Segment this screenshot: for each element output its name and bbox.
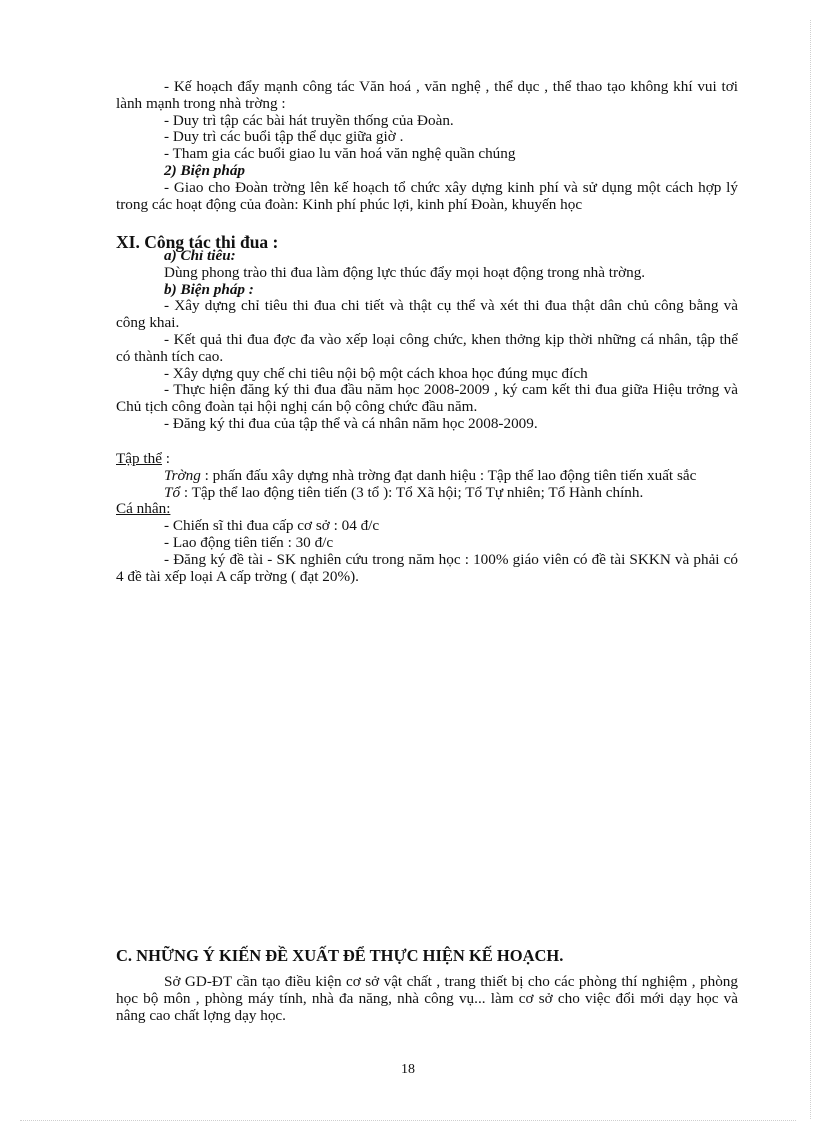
text-line: - Xây dựng quy chế chi tiêu nội bộ một cách khoa học đúng mục đích <box>164 364 588 382</box>
text-line: - Chiến sĩ thi đua cấp cơ sở : 04 đ/c <box>164 517 380 535</box>
text-line: - Tham gia các buổi giao lu văn hoá văn nghệ quần chúng <box>164 145 516 163</box>
to-text: : Tập thể lao động tiên tiến (3 tổ ): Tổ Xã hội; Tổ Tự nhiên; Tổ Hành chính. <box>180 483 644 501</box>
to-line <box>116 485 738 502</box>
page-number: 18 <box>401 1062 415 1077</box>
text-line: - Đăng ký thi đua của tập thể và cá nhân năm học 2008-2009. <box>164 414 538 432</box>
text-line: b) Biện pháp : <box>164 280 254 298</box>
text-line: - Duy trì tập các bài hát truyền thống của Đoàn. <box>164 111 454 129</box>
text-line: - Đăng ký đề tài - SK nghiên cứu trong năm học : 100% giáo viên có đề tài SKKN và phải có 4 đề tài xếp loại A cấp trờng ( đạt 20%). <box>116 550 738 585</box>
section-proposals <box>116 946 738 1024</box>
to-label: Tổ <box>164 483 181 501</box>
tapthe-heading <box>116 451 738 468</box>
text-line: - Xây dựng chỉ tiêu thi đua chi tiết và thật cụ thể và xét thi đua thật dân chủ công bằng và công khai. <box>116 297 738 332</box>
page-border-right <box>810 20 811 1119</box>
text-line: - Kết quả thi đua đợc đa vào xếp loại công chức, khen thởng kịp thời những cá nhân, tập thể có thành tích cao. <box>116 330 738 365</box>
tapthe-block <box>116 451 738 585</box>
tapthe-label: Tập thể <box>116 450 162 467</box>
section-culture-plan <box>116 79 738 213</box>
section-heading-xi: XI. Công tác thi đua : <box>116 232 279 252</box>
canhan-heading <box>116 501 738 518</box>
canhan-label: Cá nhân: <box>116 500 171 518</box>
truong-text: : phấn đấu xây dựng nhà trờng đạt danh hiệu : Tập thể lao động tiên tiến xuất sắc <box>200 466 697 484</box>
tapthe-colon: : <box>161 450 170 467</box>
text-line: a) Chỉ tiêu: <box>164 247 236 264</box>
truong-line <box>116 468 738 485</box>
text-line: - Giao cho Đoàn trờng lên kế hoạch tổ chức xây dựng kinh phí và sử dụng một cách hợp lý trong các hoạt động của đoàn: Kinh phí phúc lợi, kinh phí Đoàn, khuyến học <box>116 178 738 213</box>
truong-label: Trờng <box>164 466 201 484</box>
text-line: - Lao động tiên tiến : 30 đ/c <box>164 533 334 551</box>
section-heading-c: C. NHỮNG Ý KIẾN ĐỀ XUẤT ĐỂ THỰC HIỆN KẾ HOẠCH. <box>116 946 564 965</box>
section-emulation-body <box>116 248 738 433</box>
text-line: Dùng phong trào thi đua làm động lực thúc đẩy mọi hoạt động trong nhà trờng. <box>164 263 646 281</box>
proposal-paragraph: Sở GD-ĐT cần tạo điều kiện cơ sở vật chất , trang thiết bị cho các phòng thí nghiệm , phòng học bộ môn , phòng máy tính, nhà đa năng, nhà công vụ... làm cơ sở cho việc đổi mới dạy học và nâng cao chất lợng dạy học. <box>116 973 738 1024</box>
text-line: - Thực hiện đăng ký thi đua đầu năm học 2008-2009 , ký cam kết thi đua giữa Hiệu trởng và Chủ tịch công đoàn tại hội nghị cán bộ công chức đầu năm. <box>116 381 738 416</box>
text-line: - Duy trì các buổi tập thể dục giữa giờ . <box>164 128 404 146</box>
canhan-list <box>116 518 738 585</box>
page-border-bottom <box>20 1120 796 1121</box>
text-line: 2) Biện pháp <box>164 161 246 179</box>
text-line: - Kế hoạch đẩy mạnh công tác Văn hoá , văn nghệ , thể dục , thể thao tạo không khí vui tơi lành mạnh trong nhà trờng : <box>116 78 738 112</box>
